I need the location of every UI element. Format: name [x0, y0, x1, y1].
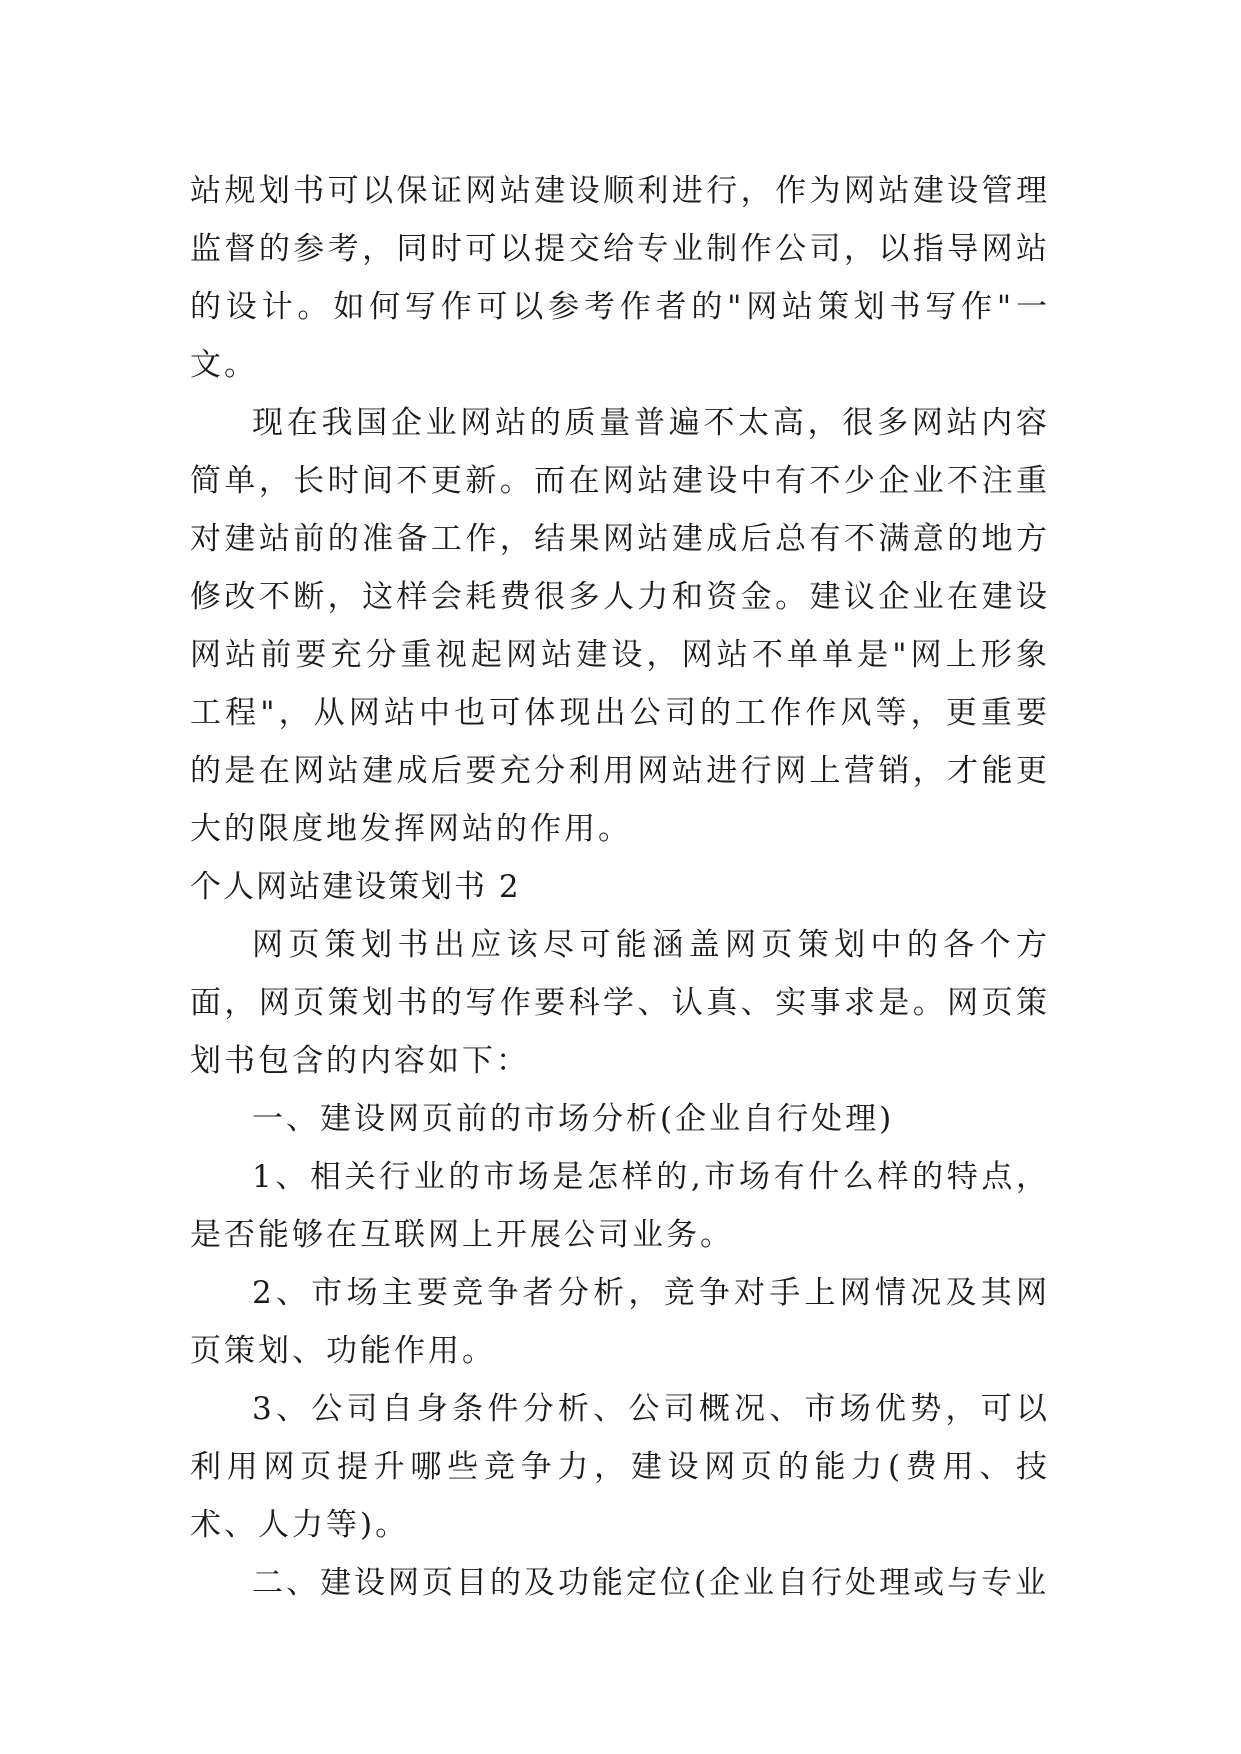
list-item-1: 1、相关行业的市场是怎样的,市场有什么样的特点，是否能够在互联网上开展公司业务。 [190, 1159, 1050, 1253]
document-body [190, 162, 1050, 1612]
list-item-3: 3、公司自身条件分析、公司概况、市场优势，可以利用网页提升哪些竞争力，建设网页的能力(费用、技术、人力等)。 [190, 1391, 1050, 1543]
list-heading-purpose: 二、建设网页目的及功能定位(企业自行处理或与专业 [252, 1565, 1050, 1601]
paragraph-quality-note: 现在我国企业网站的质量普遍不太高，很多网站内容简单，长时间不更新。而在网站建设中有不少企业不注重对建站前的准备工作，结果网站建成后总有不满意的地方修改不断，这样会耗费很多人力和资金。建议企业在建设网站前要充分重视起网站建设，网站不单单是"网上形象工程"，从网站中也可体现出公司的工作作风等，更重要的是在网站建成后要充分利用网站进行网上营销，才能更大的限度地发挥网站的作用。 [190, 405, 1050, 847]
list-heading-market-analysis: 一、建设网页前的市场分析(企业自行处理) [252, 1101, 895, 1137]
list-item-2: 2、市场主要竞争者分析，竞争对手上网情况及其网页策划、功能作用。 [190, 1275, 1050, 1369]
paragraph-intro: 网页策划书出应该尽可能涵盖网页策划中的各个方面，网页策划书的写作要科学、认真、实事求是。网页策划书包含的内容如下： [190, 927, 1050, 1079]
section-title: 个人网站建设策划书 2 [190, 869, 521, 905]
paragraph-continuation: 站规划书可以保证网站建设顺利进行，作为网站建设管理监督的参考，同时可以提交给专业制作公司，以指导网站的设计。如何写作可以参考作者的"网站策划书写作"一文。 [190, 173, 1050, 383]
